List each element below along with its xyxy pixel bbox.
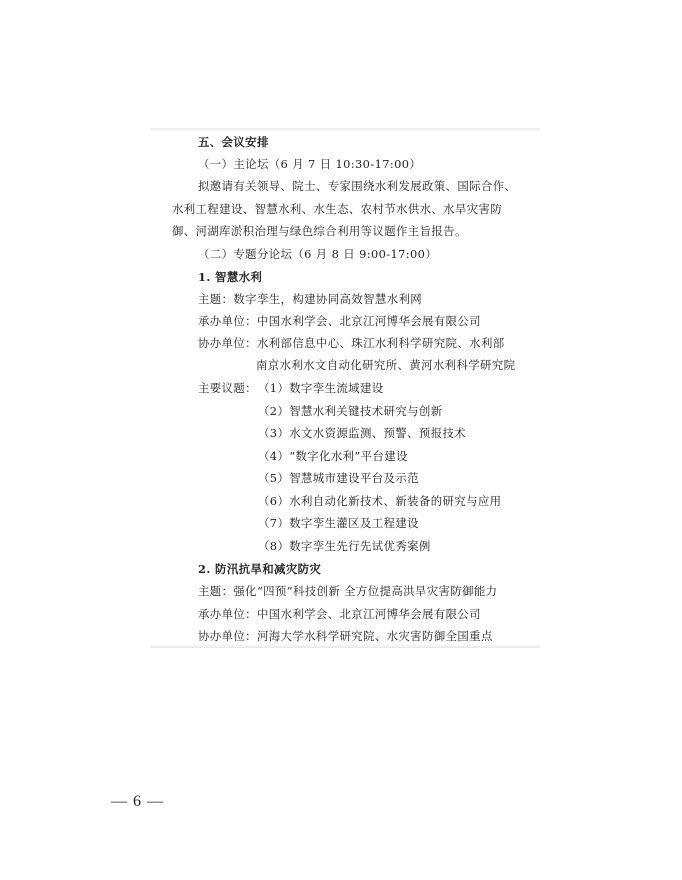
topic1-item-8: （8）数字孪生先行先试优秀案例 [258,539,431,553]
scanned-page [150,128,540,648]
topic1-item-3: （3）水文水资源监测、预警、预报技术 [258,426,467,440]
topic1-co-host-line-2: 南京水利水文自动化研究所、黄河水利科学研究院 [256,358,516,372]
topic2-co-host-line-1: 协办单位：河海大学水科学研究院、水灾害防御全国重点 [198,629,493,643]
topic1-item-4: （4）“数字化水利”平台建设 [258,449,408,463]
scan-edge-top [150,128,540,132]
topic1-topics-label: 主要议题： [198,381,257,395]
topic1-host: 承办单位：中国水利学会、北京江河博华会展有限公司 [198,314,481,328]
sub-forum-heading: （二）专题分论坛（6 月 8 日 9:00-17:00） [198,247,438,261]
main-forum-desc-line-3: 御、河湖库淤积治理与绿色综合利用等议题作主旨报告。 [172,224,467,238]
scan-edge-bottom [150,644,540,648]
topic1-item-1: （1）数字孪生流域建设 [258,381,384,395]
main-forum-desc-line-2: 水利工程建设、智慧水利、水生态、农村节水供水、水旱灾害防 [172,202,503,216]
section-title: 五、会议安排 [198,135,269,149]
main-forum-heading: （一）主论坛（6 月 7 日 10:30-17:00） [198,157,422,171]
topic1-item-7: （7）数字孪生灌区及工程建设 [258,516,419,530]
main-forum-desc-line-1: 拟邀请有关领导、院士、专家围绕水利发展政策、国际合作、 [198,179,517,193]
topic1-theme: 主题：数字孪生，构建协同高效智慧水利网 [198,292,423,306]
topic1-item-2: （2）智慧水利关键技术研究与创新 [258,404,443,418]
topic2-title: 2. 防汛抗旱和减灾防灾 [198,562,322,576]
topic1-co-host-line-1: 协办单位：水利部信息中心、珠江水利科学研究院、水利部 [198,336,505,350]
page-number: — 6 — [111,793,164,810]
topic2-host: 承办单位：中国水利学会、北京江河博华会展有限公司 [198,607,481,621]
topic1-item-6: （6）水利自动化新技术、新装备的研究与应用 [258,494,502,508]
topic2-theme: 主题：强化“四预”科技创新 全方位提高洪旱灾害防御能力 [198,584,498,598]
topic1-title: 1. 智慧水利 [198,270,263,284]
topic1-item-5: （5）智慧城市建设平台及示范 [258,471,419,485]
